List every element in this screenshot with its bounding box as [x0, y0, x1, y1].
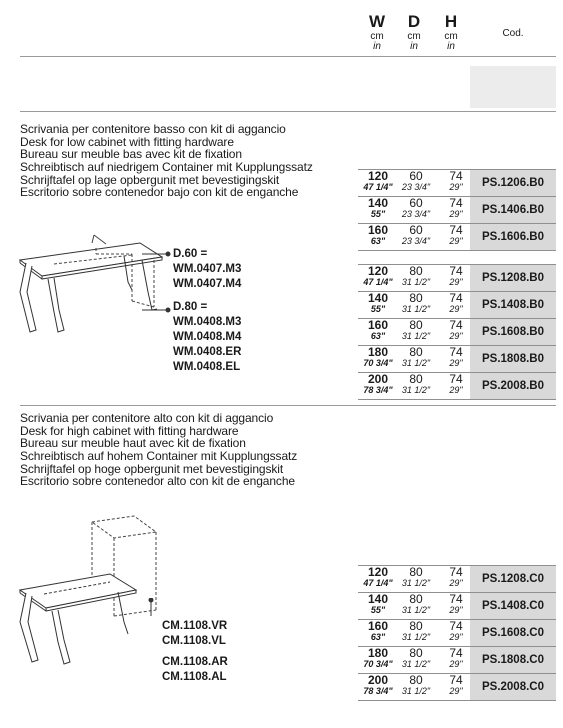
depth-cm: 80: [409, 291, 423, 305]
height-cm: 74: [449, 565, 463, 579]
section-divider-1: [20, 111, 556, 112]
depth-cm: 80: [409, 592, 423, 606]
depth-in: 31 1/2": [401, 605, 431, 615]
height-cm: 74: [449, 264, 463, 278]
height-in: 29": [449, 605, 463, 615]
depth-cm: 60: [409, 223, 423, 237]
depth-in: 31 1/2": [401, 277, 431, 287]
depth-cm: 80: [409, 646, 423, 660]
kit-label: WM.0407.M4: [173, 278, 242, 290]
width-cm: 120: [367, 264, 389, 278]
height-header: H: [444, 12, 458, 31]
description-line: Bureau sur meuble bas avec kit de fixation: [20, 147, 242, 162]
table-row: [358, 223, 556, 251]
depth-in: 31 1/2": [401, 686, 431, 696]
width-in: 55": [370, 304, 386, 314]
product-code: PS.1206.B0: [470, 170, 556, 196]
width-in: 70 3/4": [363, 659, 393, 669]
kit-label: CM.1108.VL: [162, 635, 226, 647]
table-row: [358, 646, 556, 673]
product-code: PS.1408.C0: [470, 593, 556, 619]
height-in: 29": [449, 578, 463, 588]
height-in: 29": [449, 277, 463, 287]
description-line: Schreibtisch auf hohem Container mit Kupplungssatz: [20, 449, 298, 464]
table-row: [358, 169, 556, 196]
width-in: 47 1/4": [363, 182, 393, 192]
width-in: 63": [370, 632, 386, 642]
depth-cm: 80: [409, 264, 423, 278]
height-in: 29": [449, 358, 463, 368]
depth-in: 23 3/4": [401, 209, 431, 219]
height-cm: 74: [449, 372, 463, 386]
kit-label: WM.0408.ER: [173, 346, 242, 358]
width-cm: 140: [367, 291, 389, 305]
width-cm: 200: [367, 673, 389, 687]
section-divider-2: [20, 405, 556, 406]
width-unit-cm: cm: [370, 31, 384, 42]
depth-in: 31 1/2": [401, 304, 431, 314]
height-cm: 74: [449, 318, 463, 332]
height-cm: 74: [449, 223, 463, 237]
height-in: 29": [449, 659, 463, 669]
width-cm: 120: [367, 565, 389, 579]
width-cm: 180: [367, 646, 389, 660]
depth-cm: 80: [409, 372, 423, 386]
header-divider: [20, 56, 556, 57]
description-line: Desk for low cabinet with fitting hardware: [20, 134, 234, 149]
height-in: 29": [449, 632, 463, 642]
width-cm: 140: [367, 196, 389, 210]
product-code: PS.1608.C0: [470, 620, 556, 646]
kit-label: D.60 =: [173, 248, 208, 260]
table-row: [358, 291, 556, 318]
header-grey-block: [470, 66, 556, 108]
height-cm: 74: [449, 345, 463, 359]
kit-label: D.80 =: [173, 301, 208, 313]
description-line: Scrivania per contenitore alto con kit di aggancio: [20, 411, 274, 425]
description-line: Scrivania per contenitore basso con kit di aggancio: [20, 122, 286, 136]
depth-cm: 80: [409, 619, 423, 633]
table-row: [358, 318, 556, 345]
kit-label: WM.0408.M4: [173, 331, 242, 343]
width-cm: 160: [367, 619, 389, 633]
table-row: [358, 619, 556, 646]
width-cm: 140: [367, 592, 389, 606]
table-row: [358, 264, 556, 291]
table-row: [358, 565, 556, 592]
description-line: Escritorio sobre contenedor bajo con kit de enganche: [20, 185, 299, 200]
width-header: W: [368, 12, 386, 31]
product-code: PS.1408.B0: [470, 292, 556, 318]
height-cm: 74: [449, 196, 463, 210]
depth-in: 23 3/4": [401, 182, 431, 192]
kit-label: WM.0407.M3: [173, 263, 242, 275]
width-in: 63": [370, 331, 386, 341]
kit-codes-high: [162, 619, 228, 685]
height-unit-cm: cm: [444, 31, 458, 42]
width-in: 70 3/4": [363, 358, 393, 368]
width-cm: 160: [367, 318, 389, 332]
product-code: PS.1606.B0: [470, 224, 556, 250]
width-in: 55": [370, 605, 386, 615]
depth-unit-in: in: [410, 41, 418, 52]
table-row: [358, 372, 556, 400]
depth-cm: 80: [409, 565, 423, 579]
product-code: PS.1208.B0: [470, 265, 556, 291]
product-code: PS.1608.B0: [470, 319, 556, 345]
kit-leader-dot: [145, 598, 157, 618]
table-row: [358, 673, 556, 701]
depth-in: 23 3/4": [401, 236, 431, 246]
depth-cm: 60: [409, 169, 423, 183]
product-code: PS.1808.C0: [470, 647, 556, 673]
height-in: 29": [449, 385, 463, 395]
height-in: 29": [449, 236, 463, 246]
depth-header: D: [407, 12, 421, 31]
depth-in: 31 1/2": [401, 659, 431, 669]
code-header: Cod.: [502, 28, 524, 39]
desk-high-cabinet-drawing: [14, 512, 164, 672]
depth-cm: 80: [409, 318, 423, 332]
width-cm: 160: [367, 223, 389, 237]
kit-label: CM.1108.VR: [162, 620, 228, 632]
height-in: 29": [449, 686, 463, 696]
width-in: 78 3/4": [363, 686, 393, 696]
description-line: Desk for high cabinet with fitting hardware: [20, 423, 239, 438]
depth-cm: 60: [409, 196, 423, 210]
description-line: Schrijftafel op hoge opbergunit met bevestigingskit: [20, 461, 284, 476]
depth-in: 31 1/2": [401, 358, 431, 368]
width-in: 47 1/4": [363, 277, 393, 287]
height-in: 29": [449, 304, 463, 314]
height-in: 29": [449, 209, 463, 219]
kit-label: WM.0408.M3: [173, 316, 242, 328]
description-line: Escritorio sobre contenedor alto con kit de enganche: [20, 474, 295, 489]
kit-label: CM.1108.AL: [162, 671, 227, 683]
product-code: PS.1406.B0: [470, 197, 556, 223]
width-in: 55": [370, 209, 386, 219]
height-in: 29": [449, 331, 463, 341]
table-row: [358, 592, 556, 619]
height-cm: 74: [449, 646, 463, 660]
table-row: [358, 196, 556, 223]
width-in: 47 1/4": [363, 578, 393, 588]
width-cm: 180: [367, 345, 389, 359]
depth-in: 31 1/2": [401, 632, 431, 642]
width-cm: 200: [367, 372, 389, 386]
description-line: Bureau sur meuble haut avec kit de fixation: [20, 436, 246, 451]
height-cm: 74: [449, 592, 463, 606]
product-code: PS.2008.B0: [470, 373, 556, 399]
height-cm: 74: [449, 619, 463, 633]
height-in: 29": [449, 182, 463, 192]
table-row: [358, 345, 556, 372]
depth-in: 31 1/2": [401, 331, 431, 341]
section1-description: [20, 123, 313, 199]
height-cm: 74: [449, 169, 463, 183]
section2-description: [20, 412, 297, 488]
height-unit-in: in: [447, 41, 455, 52]
depth-in: 31 1/2": [401, 578, 431, 588]
product-code: PS.1208.C0: [470, 566, 556, 592]
kit-label: WM.0408.EL: [173, 361, 241, 373]
depth-cm: 80: [409, 345, 423, 359]
height-cm: 74: [449, 291, 463, 305]
width-in: 78 3/4": [363, 385, 393, 395]
product-code: PS.2008.C0: [470, 674, 556, 700]
width-cm: 120: [367, 169, 389, 183]
kit-codes-low: [173, 247, 241, 375]
depth-in: 31 1/2": [401, 385, 431, 395]
product-code: PS.1808.B0: [470, 346, 556, 372]
description-line: Schreibtisch auf niedrigem Container mit Kupplungssatz: [20, 160, 313, 175]
depth-cm: 80: [409, 673, 423, 687]
width-in: 63": [370, 236, 386, 246]
height-cm: 74: [449, 673, 463, 687]
description-line: Schrijftafel op lage opbergunit met bevestigingskit: [20, 172, 280, 187]
kit-label: CM.1108.AR: [162, 656, 228, 668]
width-unit-in: in: [373, 41, 381, 52]
depth-unit-cm: cm: [407, 31, 421, 42]
